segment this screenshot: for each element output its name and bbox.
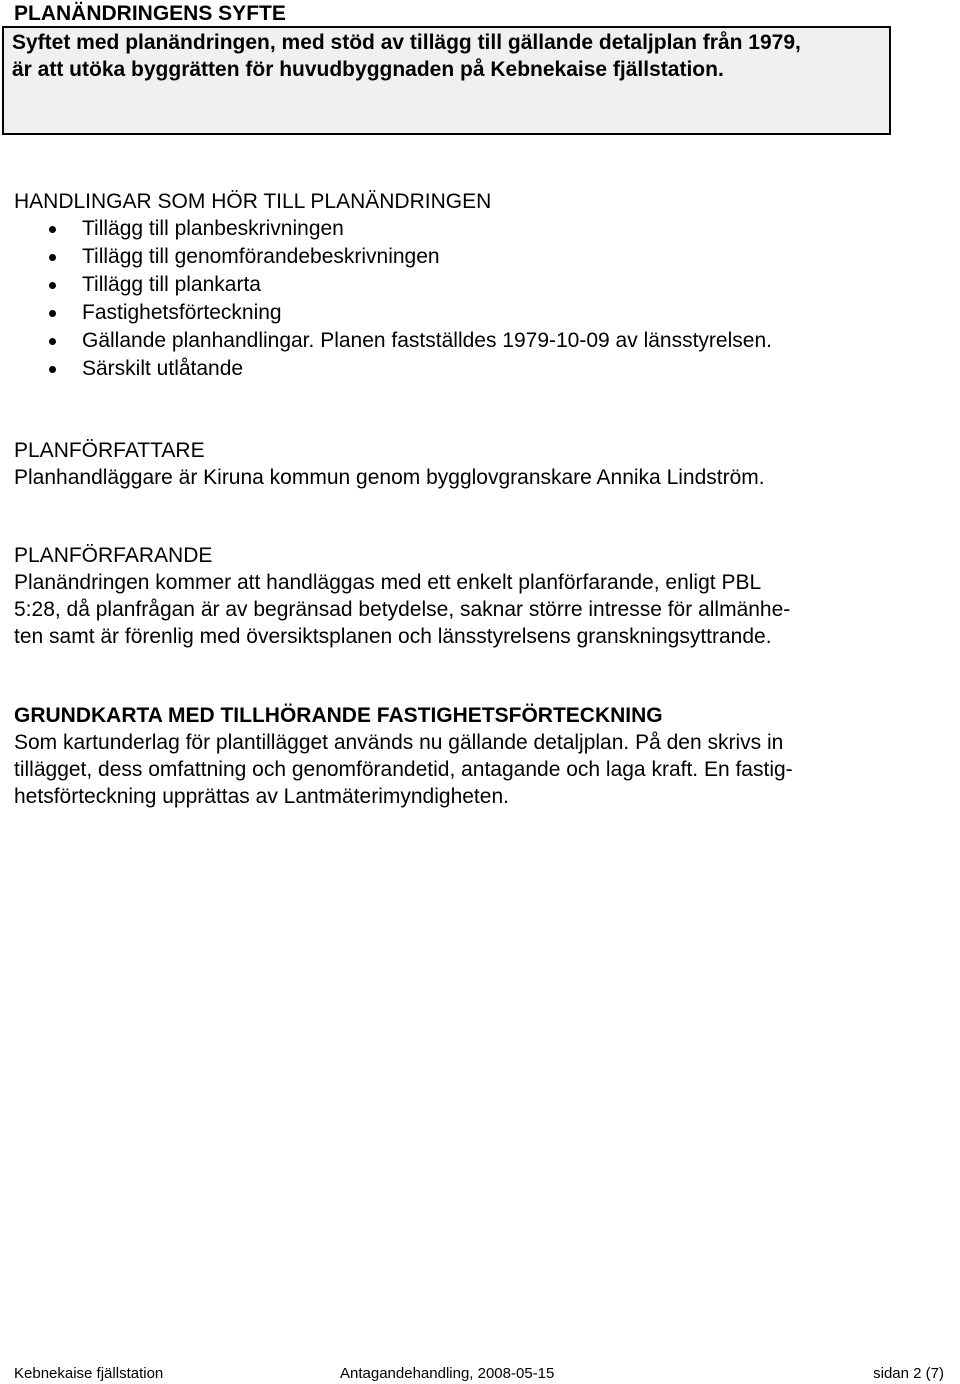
basemap-line: Som kartunderlag för plantillägget används nu gällande detaljplan. På den skrivs in bbox=[14, 731, 784, 754]
list-item bbox=[14, 355, 944, 383]
procedure-text bbox=[14, 569, 944, 650]
purpose-text bbox=[12, 29, 882, 83]
procedure-line: Planändringen kommer att handläggas med ett enkelt planförfarande, enligt PBL bbox=[14, 571, 762, 594]
procedure-section bbox=[14, 542, 944, 650]
procedure-title: PLANFÖRFARANDE bbox=[14, 544, 213, 567]
page-footer bbox=[14, 1364, 944, 1384]
bullet-icon bbox=[49, 366, 56, 373]
page-heading: PLANÄNDRINGENS SYFTE bbox=[14, 2, 286, 25]
list-item bbox=[14, 243, 944, 271]
list-item bbox=[14, 327, 944, 355]
bullet-icon bbox=[49, 226, 56, 233]
list-item bbox=[14, 215, 944, 243]
list-item-text: Tillägg till genomförandebeskrivningen bbox=[82, 245, 440, 268]
list-item-text: Särskilt utlåtande bbox=[82, 357, 244, 380]
list-item-text: Gällande planhandlingar. Planen fastställdes 1979-10-09 av länsstyrelsen. bbox=[82, 329, 772, 352]
basemap-section bbox=[14, 702, 944, 810]
procedure-line: ten samt är förenlig med översiktsplanen och länsstyrelsens granskningsyttrande. bbox=[14, 625, 772, 648]
bullet-icon bbox=[49, 338, 56, 345]
footer-center: Antagandehandling, 2008-05-15 bbox=[340, 1365, 555, 1382]
author-title: PLANFÖRFATTARE bbox=[14, 439, 205, 462]
author-text: Planhandläggare är Kiruna kommun genom bygglovgranskare Annika Lindström. bbox=[14, 466, 765, 489]
basemap-line: hetsförteckning upprättas av Lantmäterimyndigheten. bbox=[14, 785, 509, 808]
basemap-title: GRUNDKARTA MED TILLHÖRANDE FASTIGHETSFÖRTECKNING bbox=[14, 704, 663, 727]
purpose-line: är att utöka byggrätten för huvudbyggnaden på Kebnekaise fjällstation. bbox=[12, 58, 724, 81]
footer-page-number: sidan 2 (7) bbox=[873, 1365, 944, 1382]
purpose-line: Syftet med planändringen, med stöd av tillägg till gällande detaljplan från 1979, bbox=[12, 31, 801, 54]
bullet-icon bbox=[49, 282, 56, 289]
list-item-text: Tillägg till plankarta bbox=[82, 273, 261, 296]
list-item-text: Tillägg till planbeskrivningen bbox=[82, 217, 344, 240]
basemap-line: tillägget, dess omfattning och genomförandetid, antagande och laga kraft. En fastig- bbox=[14, 758, 793, 781]
footer-left: Kebnekaise fjällstation bbox=[14, 1365, 164, 1382]
list-item-text: Fastighetsförteckning bbox=[82, 301, 282, 324]
list-item bbox=[14, 299, 944, 327]
bullet-icon bbox=[49, 310, 56, 317]
list-item bbox=[14, 271, 944, 299]
documents-section bbox=[14, 188, 944, 383]
documents-title: HANDLINGAR SOM HÖR TILL PLANÄNDRINGEN bbox=[14, 190, 492, 213]
basemap-text bbox=[14, 729, 944, 810]
bullet-icon bbox=[49, 254, 56, 261]
author-section bbox=[14, 437, 944, 491]
procedure-line: 5:28, då planfrågan är av begränsad betydelse, saknar större intresse för allmänhe- bbox=[14, 598, 791, 621]
documents-list bbox=[14, 215, 944, 383]
